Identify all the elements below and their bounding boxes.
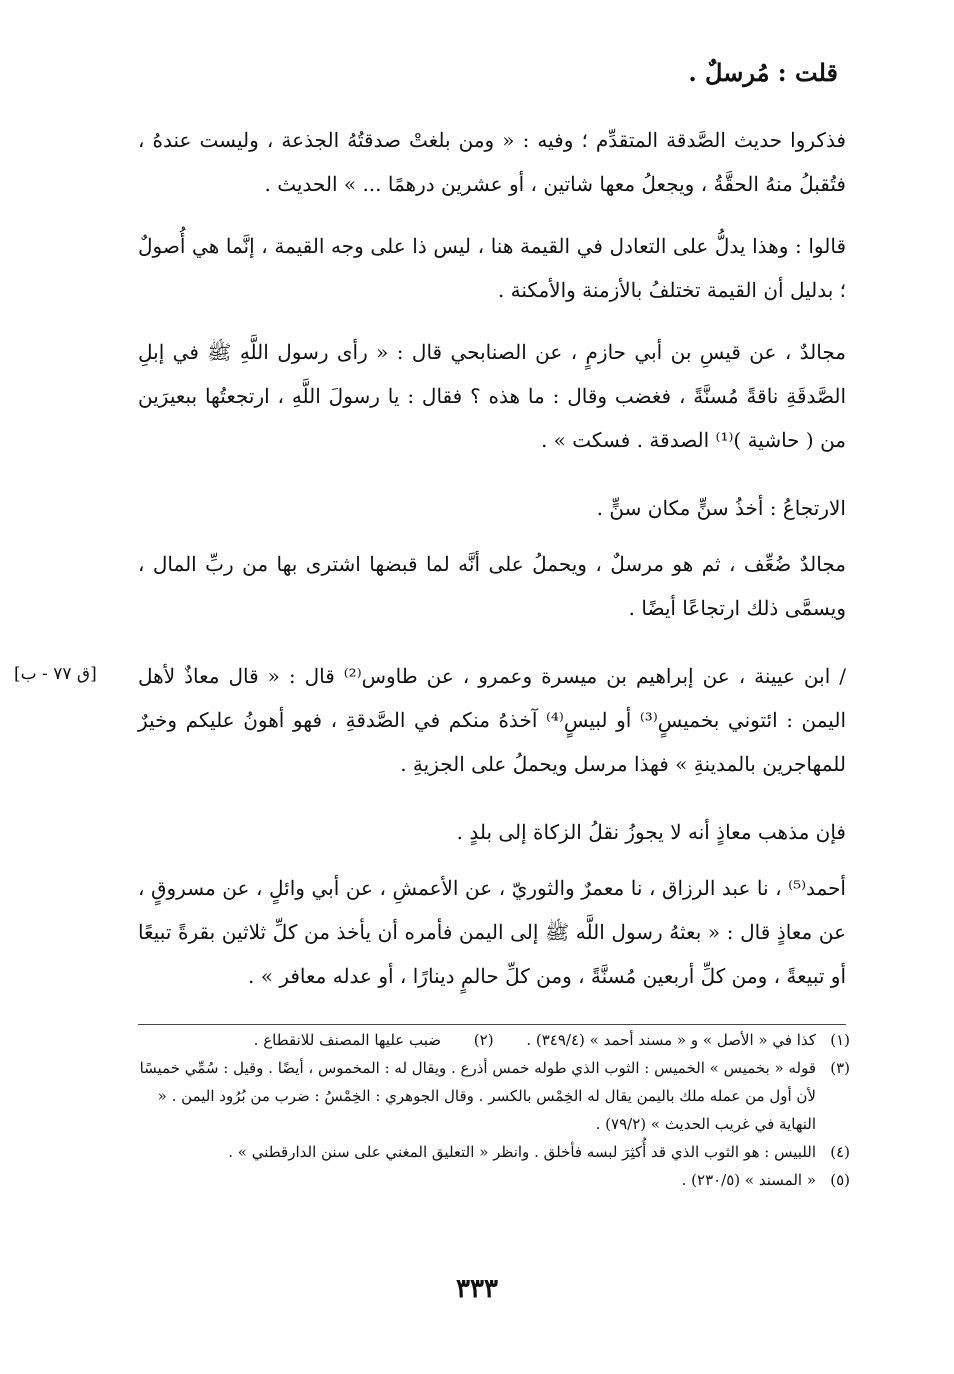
footnote-text: ضبب عليها المصنف للانقطاع . [253,1031,442,1049]
page-number: ٣٣٣ [456,1274,498,1304]
paragraph-3: مجالدٌ ، عن قيسِ بن أبي حازمٍ ، عن الصنابحي قال : « رأى رسول اللَّهِ ﷺ في إبلِ الصَّدقَةِ ناقةً مُسنَّةً ، فغضب وقال : ما هذه ؟ فقال : يا رسولَ اللَّهِ ، ارتجعتُها ببعيرَين من ( حاشية )⁽¹⁾ الصدقة . فسكت » . [138,340,846,452]
footnote-number: (٢) [473,1031,494,1049]
footnote-text: « المسند » (٢٣٠/٥) . [681,1171,816,1189]
paragraph-4: الارتجاعُ : أخذُ سنٍّ مكان سنٍّ . [596,496,846,520]
paragraph-6: / ابن عيينة ، عن إبراهيم بن ميسرة وعمرو ، عن طاوس⁽²⁾ قال : « قال معاذٌ لأهل اليمن : ائتوني بخميسٍ⁽³⁾ أو لبيسٍ⁽⁴⁾ آخذهُ منكم في الصَّدقةِ ، فهو أهونُ عليكم وخيرٌ للمهاجرين بالمدينةِ » فهذا مرسل ويحملُ على الجزيةِ . [138,664,846,776]
footnote-text: قوله « بخميس » الخميس : الثوب الذي طوله خمس أذرع . ويقال له : المخموس ، أيضًا . وقيل : سُمِّي خميسًا لأن أول من عمله ملك باليمن يقال له الخِمْس بالكسر . وقال الجوهري : الخِمْسُ : ضرب من بُرُود اليمن . « النهاية في غريب الحديث » (٧٩/٢) . [139,1059,816,1133]
paragraph-5: مجالدٌ ضُعِّف ، ثم هو مرسلٌ ، ويحملُ على أنَّه لما قبضها اشترى بها من ربِّ المال ، ويسمَّى ذلك ارتجاعًا أيضًا . [138,552,846,620]
footnote-row-4 [138,1138,850,1166]
footnote-number: (١) [830,1031,850,1049]
paragraph-7: فإن مذهب معاذٍ أنه لا يجوزُ نقلُ الزكاة إلى بلدٍ . [456,820,846,844]
paragraph-2: قالوا : وهذا يدلُّ على التعادل في القيمة هنا ، ليس ذا على وجه القيمة ، إنَّما هي أُصولٌ ؛ بدليل أن القيمة تختلفُ بالأزمنة والأمكنة . [138,234,846,302]
footnote-text: اللبيس : هو الثوب الذي قد أُكثِرَ لبسه فأخلق . وانظر « التعليق المغني على سنن الدارقطني » . [228,1143,816,1161]
footnote-row-1-2 [138,1026,850,1054]
footnote-number: (٥) [830,1171,850,1189]
footnote-number: (٤) [830,1143,850,1161]
footnote-row-5 [138,1166,850,1194]
manuscript-folio-marker: [ق ٧٧ - ب] [14,664,97,684]
section-heading: قلت : مُرسلٌ . [688,58,838,87]
footnote-text: كذا في « الأصل » و « مسند أحمد » (٣٤٩/٤) . [526,1031,816,1049]
paragraph-8: أحمد⁽⁵⁾ ، نا عبد الرزاق ، نا معمرٌ والثوريّ ، عن الأعمشِ ، عن أبي وائلٍ ، عن مسروقٍ ، عن معاذٍ قال : « بعثهُ رسول اللَّه ﷺ إلى اليمن فأمره أن يأخذ من كلِّ ثلاثين بقرةً تبيعًا أو تبيعةً ، ومن كلِّ أربعين مُسنَّةً ، ومن كلِّ حالمٍ دينارًا ، أو عدله معافر » . [138,876,846,988]
paragraph-1: فذكروا حديث الصَّدقة المتقدِّم ؛ وفيه : « ومن بلغتْ صدقتُهُ الجذعة ، وليست عندهُ ، فتُقبلُ منهُ الحقَّةُ ، ويجعلُ معها شاتين ، أو عشرين درهمًا ... » الحديث . [138,128,846,196]
footnotes [138,1026,850,1194]
footnote-row-3 [138,1054,850,1138]
footnote-separator [138,1024,846,1025]
footnote-number: (٣) [830,1059,850,1077]
